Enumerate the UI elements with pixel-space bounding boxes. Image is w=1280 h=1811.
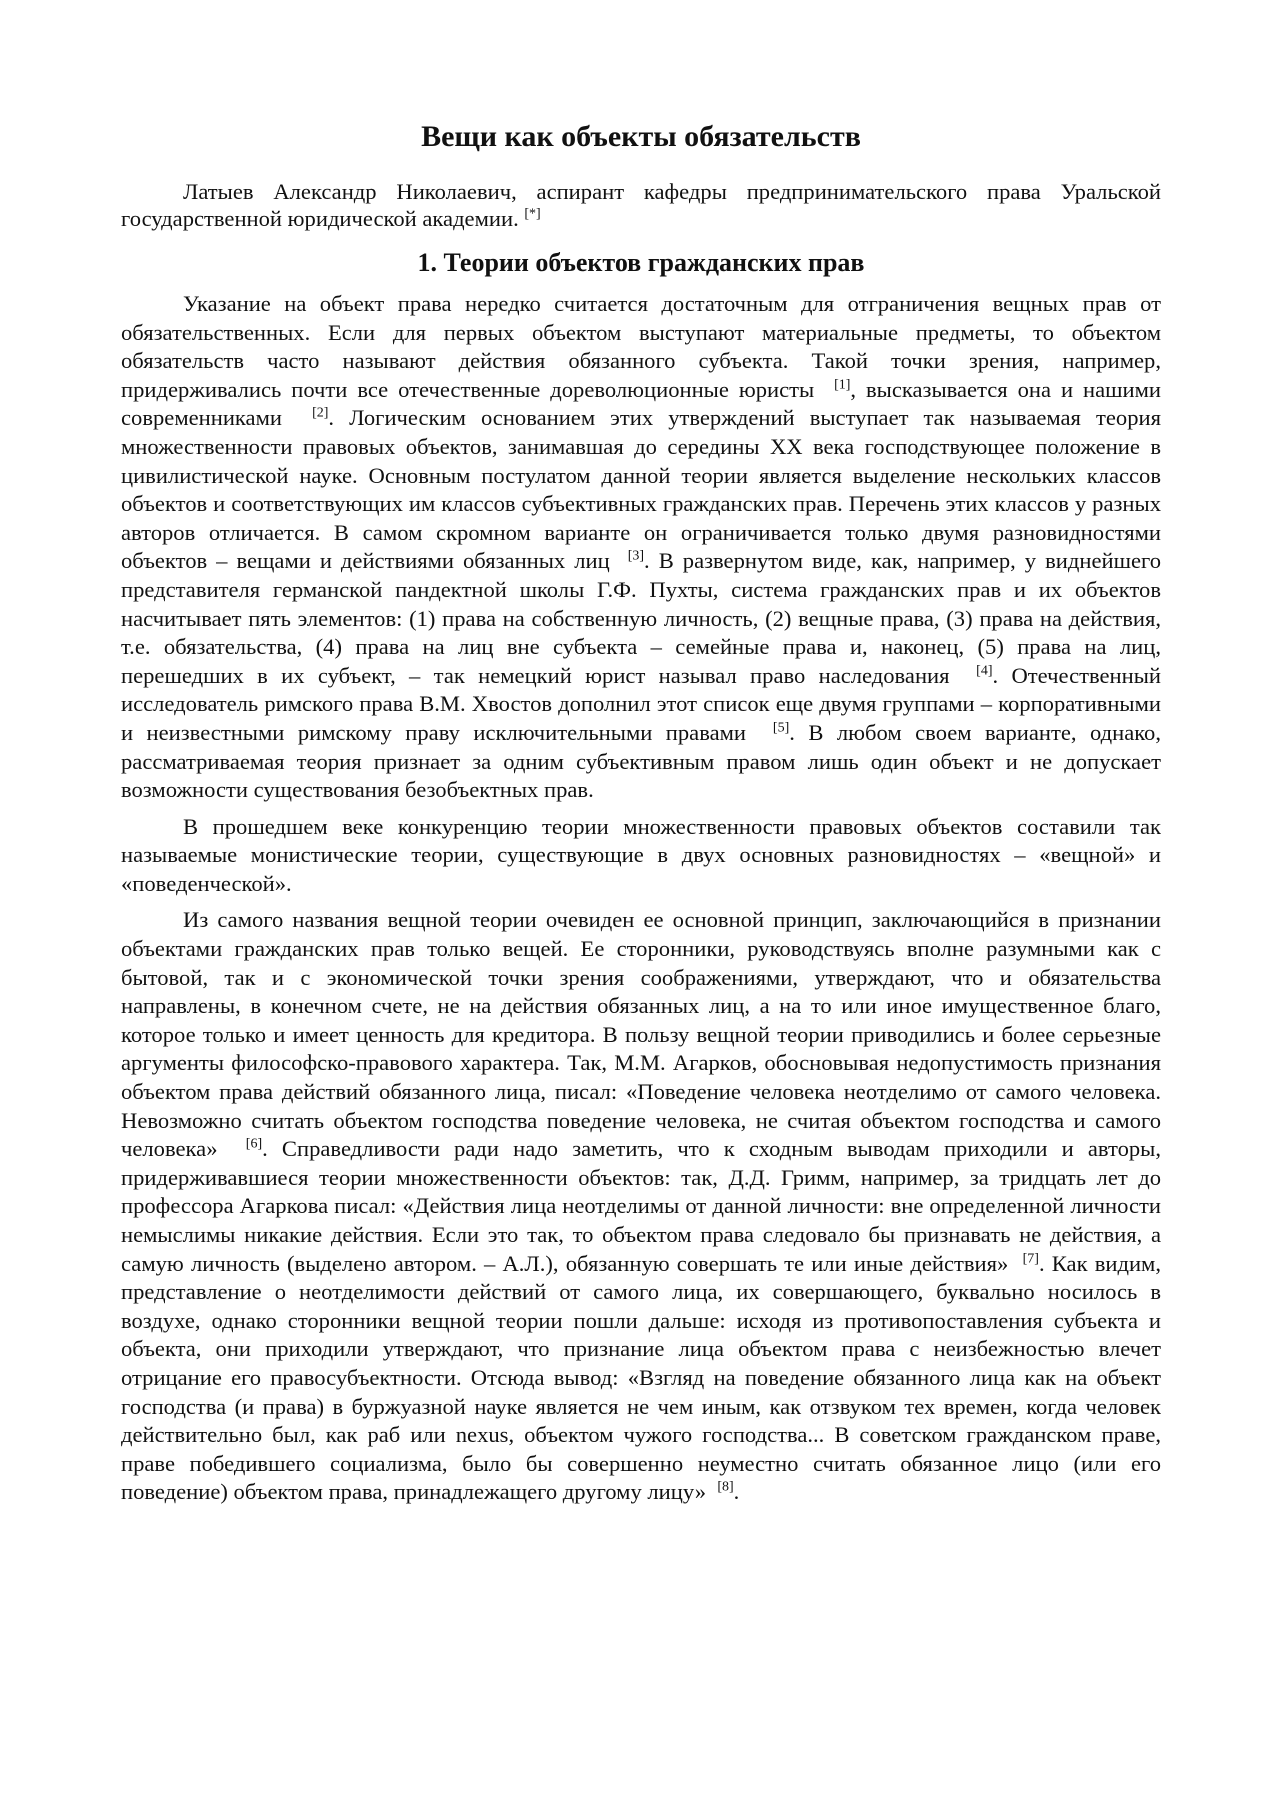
footnote-ref[interactable]: [5] bbox=[772, 720, 790, 736]
paragraph-3 bbox=[121, 906, 1161, 1506]
footnote-ref[interactable]: [2] bbox=[312, 405, 329, 421]
document-title: Вещи как объекты обязательств bbox=[421, 120, 861, 153]
footnote-ref[interactable]: [7] bbox=[1022, 1251, 1039, 1267]
footnote-ref[interactable]: [6] bbox=[245, 1136, 263, 1152]
paragraphs bbox=[121, 290, 1161, 1507]
paragraph-text: Указание на объект права нередко считается достаточным для отграничения вещных прав от обязательственных. Если для первых объектом выступают материальные предметы, то объектом обязательств часто называют действия обязанного субъекта. Такой точки зрения, например, придерживались почти все отечественные дореволюционные юристы bbox=[121, 291, 1161, 402]
paragraph-text: Из самого названия вещной теории очевиден ее основной принцип, заключающийся в признании объектами гражданских прав только вещей. Ее сторонники, руководствуясь вполне разумными как с бытовой, так и с экономической точки зрения соображениями, утверждают, что и обязательства направлены, в конечном счете, не на действия обязанных лиц, а на то или иное имущественное благо, которое только и имеет ценность для кредитора. В пользу вещной теории приводились и более серьезные аргументы философско-правового характера. Так, М.М. Агарков, обосновывая недопустимость признания объектом права действий обязанного лица, писал: «Поведение человека неотделимо от самого человека. Невозможно считать объектом господства поведение человека, не считая объектом господства и самого человека» bbox=[121, 907, 1161, 1162]
paragraph-1 bbox=[121, 290, 1161, 805]
paragraph-text: . В развернутом виде, как, например, у виднейшего представителя германской пандектной школы Г.Ф. Пухты, система гражданских прав и их объектов насчитывает пять элементов: (1) права на собственную личность, (2) вещные права, (3) права на действия, т.е. обязательства, (4) права на лиц вне субъекта – семейные права и, наконец, (5) права на лиц, перешедших в их субъект, – так немецкий юрист называл право наследования bbox=[121, 548, 1162, 688]
footnote-ref[interactable]: [4] bbox=[976, 663, 993, 679]
footnote-ref[interactable]: [8] bbox=[717, 1479, 734, 1495]
paragraph-text: . Как видим, представление о неотделимости действий от самого лица, их совершающего, буквально носилось в воздухе, однако сторонники вещной теории пошли дальше: исходя из противопоставления субъекта и объекта, они приходили утверждают, что признание лица объектом права с неизбежностью влечет отрицание его правосубъектности. Отсюда вывод: «Взгляд на поведение обязанного лица как на объект господства (и права) в буржуазной науке является не чем иным, как отзвуком тех времен, когда человек действительно был, как раб или nexus, объектом чужого господства... В советском гражданском праве, праве победившего социализма, было бы совершенно неуместно считать обязанное лицо (или его поведение) объектом права, принадлежащего другому лицу» bbox=[121, 1250, 1161, 1505]
paragraph-text: , высказывается она и нашими современниками bbox=[121, 376, 1162, 431]
paragraph-text: . Логическим основанием этих утверждений выступает так называемая теория множественности правовых объектов, занимавшая до середины XX века господствующее положение в цивилистической науке. Основным постулатом данной теории является выделение нескольких классов объектов и соответствующих им классов субъективных гражданских прав. Перечень этих классов у разных авторов отличается. В самом скромном варианте он ограничивается только двумя разновидностями объектов – вещами и действиями обязанных лиц bbox=[121, 405, 1161, 574]
paragraph-text: . В любом своем варианте, однако, рассматриваемая теория признает за одним субъективным правом лишь один объект и не допускает возможности существования безобъектных прав. bbox=[121, 719, 1161, 803]
footnote-ref[interactable]: [1] bbox=[834, 377, 851, 393]
author-line bbox=[121, 178, 1161, 232]
author-text: Латыев Александр Николаевич, аспирант кафедры предпринимательского права Уральской государственной юридической академии. bbox=[121, 179, 1161, 231]
document-body bbox=[121, 118, 1161, 1515]
paragraph-2 bbox=[121, 813, 1161, 899]
paragraph-text: . Отечественный исследователь римского права В.М. Хвостов дополнил этот список еще двумя группами – корпоративными и неизвестными римскому праву исключительными правами bbox=[121, 662, 1161, 745]
paragraph-text: В прошедшем веке конкуренцию теории множественности правовых объектов составили так называемые монистические теории, существующие в двух основных разновидностях – «вещной» и «поведенческой». bbox=[121, 813, 1161, 896]
paragraph-text: . bbox=[733, 1479, 740, 1505]
section-title: 1. Теории объектов гражданских прав bbox=[417, 248, 865, 277]
footnote-ref[interactable]: [3] bbox=[627, 548, 645, 564]
paragraph-text: . Справедливости ради надо заметить, что к сходным выводам приходили и авторы, придерживавшиеся теории множественности объектов: так, Д.Д. Гримм, например, за тридцать лет до профессора Агаркова писал: «Действия лица неотделимы от данной личности: вне определенной личности немыслимы никакие действия. Если это так, то объектом права следовало бы признавать не действия, а самую личность (выделено автором. – А.Л.), обязанную совершать те или иные действия» bbox=[121, 1136, 1161, 1276]
author-footnote-ref[interactable]: [*] bbox=[524, 206, 541, 222]
